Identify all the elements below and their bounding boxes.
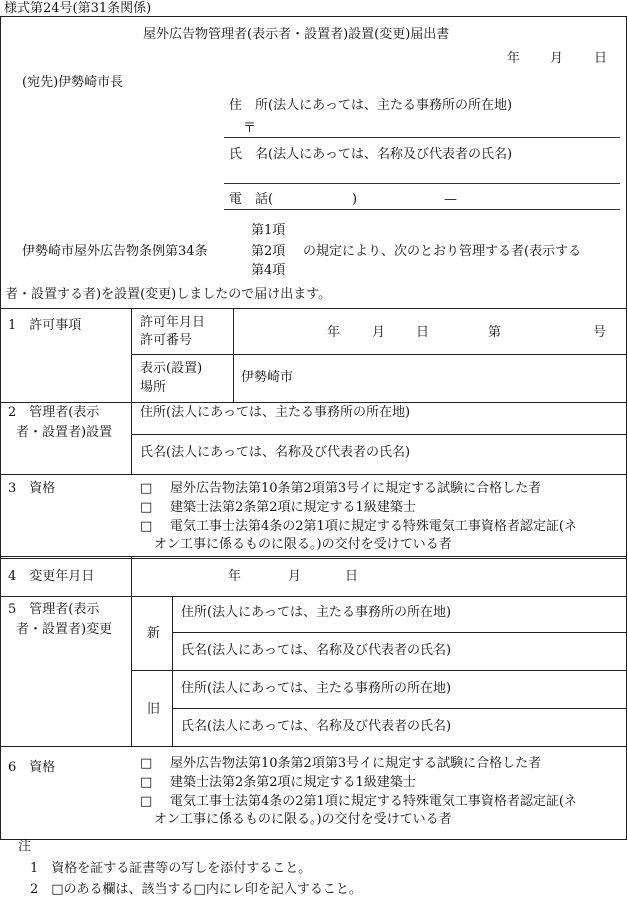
place-value[interactable]: 伊勢崎市 [241,370,294,385]
statement-suffix: の規定により、次のとおり管理する者(表示する [303,244,582,259]
date-day-label: 日 [594,51,608,66]
sec6-label: 6 資格 [8,760,56,775]
applicant-phone-label: 電 話( [229,192,274,207]
sec1-column-divider [233,308,234,402]
notes-heading: 注 [18,839,32,854]
form-number: 様式第24号(第31条関係) [4,1,152,16]
phone-dash: — [444,192,457,207]
section-divider-double [0,556,627,559]
form-title: 屋外広告物管理者(表示者・設置者)設置(変更)届出書 [143,27,450,42]
sec6-qualification-1: 屋外広告物法第10条第2項第3号イに規定する試験に合格した者 [170,756,542,771]
permit-number-label: 許可番号 [140,333,193,348]
row-divider [0,596,627,597]
sec3-checkbox-2[interactable]: □ [140,500,153,515]
statement-item-4: 第4項 [251,263,286,278]
sec5-label-2: 者・設置者)変更 [16,622,113,637]
permit-date-label: 許可年月日 [140,315,206,330]
sec6-checkbox-3[interactable]: □ [140,794,153,809]
sec3-qualification-3-cont: オン工事に係るものに限る。)の交付を受けている者 [154,537,452,552]
sec4-label: 4 変更年月日 [8,569,95,584]
addressee: (宛先)伊勢崎市長 [22,75,124,90]
row-divider [0,402,627,403]
permit-go: 号 [593,325,607,340]
sec3-label: 3 資格 [8,481,56,496]
sec6-checkbox-2[interactable]: □ [140,775,153,790]
row-divider [0,746,627,747]
sec6-qualification-3: 電気工事士法第4条の2第1項に規定する特殊電気工事資格者認定証(ネ [170,794,577,809]
applicant-address-line[interactable] [224,137,620,138]
sec3-qualification-1: 屋外広告物法第10条第2項第3号イに規定する試験に合格した者 [170,481,542,496]
note-1: 1 資格を証する証書等の写しを添付すること。 [30,861,312,876]
permit-day: 日 [416,325,430,340]
label-column-divider [131,596,132,746]
permit-year: 年 [327,325,341,340]
sec6-qualification-2: 建築士法第2条第2項に規定する1級建築士 [170,775,416,790]
applicant-address-label: 住 所(法人にあっては、主たる事務所の所在地) [229,98,513,113]
sec5-label-1: 5 管理者(表示 [8,602,100,617]
change-year: 年 [228,569,242,584]
new-old-column-divider [172,596,173,746]
change-day: 日 [345,569,359,584]
applicant-phone-line[interactable] [224,209,620,210]
date-year-label: 年 [507,51,521,66]
statement-item-2: 第2項 [251,244,286,259]
place-label-1: 表示(設置) [140,361,203,376]
row-divider [131,670,627,671]
old-label: 旧 [147,702,161,717]
applicant-name-label: 氏 名(法人にあっては、名称及び代表者の氏名) [229,147,513,162]
statement-line2: 者・設置する者)を設置(変更)しましたので届け出ます。 [5,287,332,302]
row-divider [131,354,627,355]
sec1-label: 1 許可事項 [8,318,82,333]
sec3-checkbox-1[interactable]: □ [140,481,153,496]
old-address-field[interactable]: 住所(法人にあっては、主たる事務所の所在地) [181,681,452,696]
sec2-label-2: 者・設置者)設置 [16,425,113,440]
postal-mark: 〒 [243,121,257,136]
permit-dai: 第 [488,325,502,340]
sec3-qualification-2: 建築士法第2条第2項に規定する1級建築士 [170,500,416,515]
label-column-divider [131,308,132,474]
new-label: 新 [147,626,161,641]
sec3-checkbox-3[interactable]: □ [140,519,153,534]
statement-prefix: 伊勢崎市屋外広告物条例第34条 [22,244,208,259]
row-divider [0,474,627,475]
applicant-name-line[interactable] [224,183,620,184]
row-divider [172,632,627,633]
label-column-divider [131,556,132,596]
statement-item-1: 第1項 [251,223,286,238]
phone-close-paren: ) [352,192,358,207]
new-address-field[interactable]: 住所(法人にあっては、主たる事務所の所在地) [181,605,452,620]
row-divider [0,308,627,309]
sec3-qualification-3: 電気工事士法第4条の2第1項に規定する特殊電気工事資格者認定証(ネ [170,519,577,534]
sec6-qualification-3-cont: オン工事に係るものに限る。)の交付を受けている者 [154,812,452,827]
place-label-2: 場所 [140,380,167,395]
row-divider [131,434,627,435]
change-month: 月 [288,569,302,584]
note-2: 2 □のある欄は、該当する□内にレ印を記入すること。 [30,882,362,897]
sec2-address-field[interactable]: 住所(法人にあっては、主たる事務所の所在地) [140,405,411,420]
permit-month: 月 [372,325,386,340]
row-divider [172,708,627,709]
old-name-field[interactable]: 氏名(法人にあっては、名称及び代表者の氏名) [181,719,452,734]
sec6-checkbox-1[interactable]: □ [140,756,153,771]
sec2-label-1: 2 管理者(表示 [8,405,100,420]
new-name-field[interactable]: 氏名(法人にあっては、名称及び代表者の氏名) [181,643,452,658]
sec2-name-field[interactable]: 氏名(法人にあっては、名称及び代表者の氏名) [140,445,411,460]
date-month-label: 月 [550,51,564,66]
